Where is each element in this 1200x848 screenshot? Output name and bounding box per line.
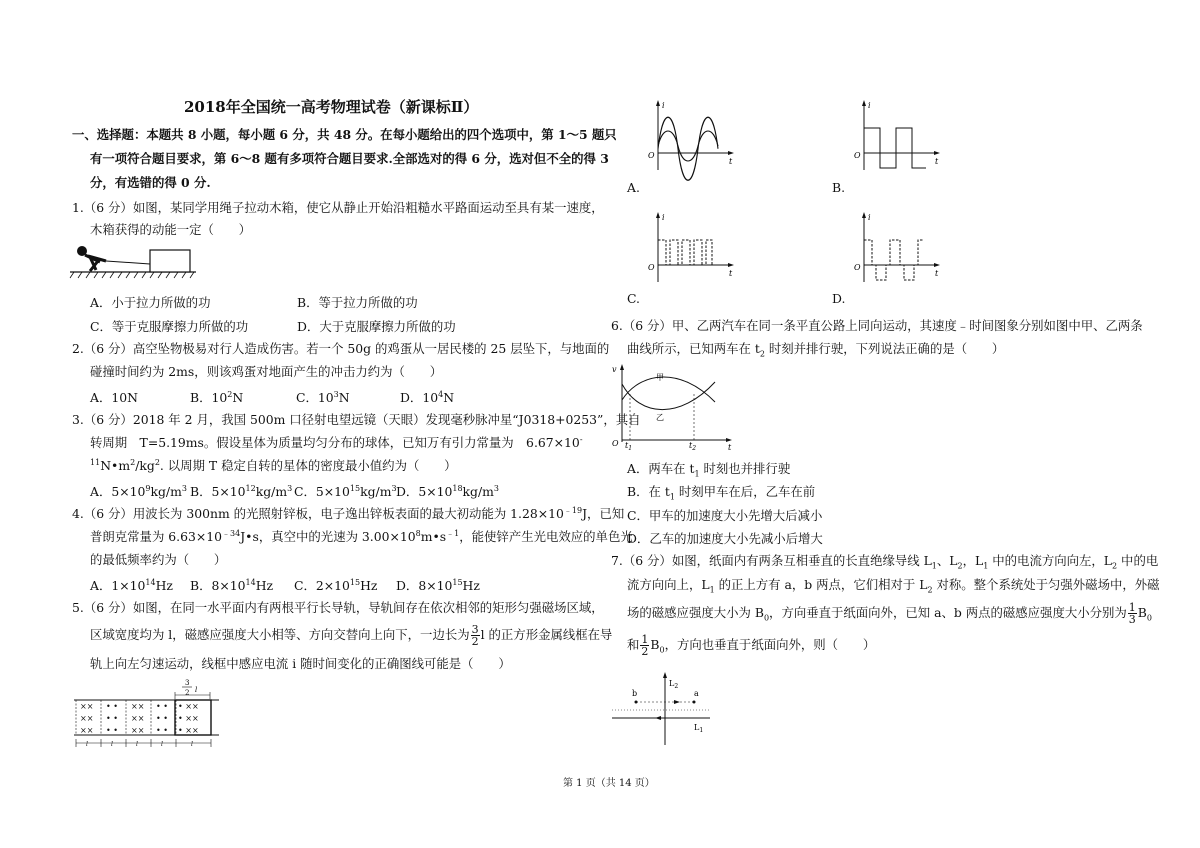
q2-option-c: C．$10^3N$ [296,389,350,405]
svg-text:• •: • • [106,726,118,735]
q4-stem-line3: 的最低频率约为（ ） [90,552,227,567]
q5-stem-line1: 5.（6 分）如图，在同一水平面内有两根平行长导轨，导轨间存在依次相邻的矩形匀强磁场区域， [72,600,604,615]
svg-text:• ××: • ×× [178,714,199,723]
origin-label: O [854,151,861,160]
svg-text:××: ×× [131,726,145,735]
q2-stem-line2: 碰撞时间约为 2ms，则该鸡蛋对地面产生的冲击力约为（ ） [90,364,443,379]
q5-option-c-graph [646,210,736,285]
svg-text:××: ×× [131,702,145,711]
wire-label-L1: $L_1$ [694,723,704,734]
svg-text:××: ×× [80,726,94,735]
q1-option-a: A．小于拉力所做的功 [90,295,211,310]
svg-text:• •: • • [106,714,118,723]
q6-option-d: D．乙车的加速度大小先减小后增大 [627,531,823,546]
svg-text:l: l [111,741,113,748]
fraction-one-half: $\frac{1}{2}$ [641,633,649,658]
tick-t1: $t_1$ [625,441,633,452]
svg-text:l: l [86,741,88,748]
q2-option-d: D．$10^4N$ [400,389,455,405]
q4-stem-line1: 4.（6 分）用波长为 300nm 的光照射锌板，电子逸出锌板表面的最大初动能为 $1.28\times 10^{﹣19}J$，已知 [72,505,625,521]
q1-option-d: D．大于克服摩擦力所做的功 [297,319,456,334]
svg-text:• ××: • ×× [178,726,199,735]
fraction-three-halves: $\frac{3}{2}$ [471,623,479,648]
section-header-line3: 分，有选错的得 0 分. [90,175,211,190]
q1-stem-line1: 1.（6 分）如图，某同学用绳子拉动木箱，使它从静止开始沿粗糙水平路面运动至具有某一速度， [72,200,604,215]
q5-stem-line3: 轨上向左匀速运动，线框中感应电流 i 随时间变化的正确图线可能是（ ） [90,656,511,671]
q6-option-a: A．两车在 $t_1$ 时刻也并排行驶 [627,461,791,479]
q7-stem-line1: 7.（6 分）如图，纸面内有两条互相垂直的长直绝缘导线 $L_1$、$L_2$，$L_1$ 中的电流方向向左，$L_2$ 中的电 [611,553,1159,571]
origin-label: O [648,151,655,160]
q7-stem-line2: 流方向向上，$L_1$ 的正上方有 a，b 两点，它们相对于 $L_2$ 对称。整个系统处于匀强外磁场中，外磁 [627,577,1160,595]
section-header-line2: 有一项符合题目要求，第 6～8 题有多项符合题目要求.全部选对的得 6 分，选对但不全的得 3 [90,151,609,166]
svg-text:• •: • • [156,726,168,735]
q6-option-c: C．甲车的加速度大小先增大后减小 [627,508,823,523]
q3-stem-line3: $^{11}N•m^2/kg^2$. 以周期 T 稳定自转的星体的密度最小值约为（ ） [90,457,457,473]
q3-option-b: B．$5\times 10^{12}kg/m^3$ [190,483,293,499]
fig-frac-num: 3 [185,679,190,687]
q4-option-d: D．$8\times 10^{15}Hz$ [396,577,480,593]
fraction-one-third: $\frac{1}{3}$ [1128,601,1136,626]
axis-label-t: t [935,157,939,166]
point-label-a: a [694,689,699,698]
page-footer: 第 1 页（共 14 页） [563,778,655,789]
svg-text:××: ×× [80,714,94,723]
q5-option-a-label: A. [627,180,640,195]
q5-option-d-graph [852,210,942,285]
q1-figure-person-pulling-box [68,242,203,282]
tick-t2: $t_2$ [689,441,697,452]
section-header-line1: 一、选择题：本题共 8 小题，每小题 6 分，共 48 分。在每小题给出的四个选项中，第 1～5 题只 [72,127,617,142]
fig-frac-den: 2 [185,689,190,697]
q7-perpendicular-wires-figure [610,670,720,750]
q5-option-b-label: B. [832,180,846,195]
axis-label-v: v [612,365,617,374]
q3-option-d: D．$5\times 10^{18}kg/m^3$ [396,483,500,499]
axis-label-t: t [729,157,733,166]
q3-option-a: A．$5\times 10^9kg/m^3$ [90,483,187,499]
q3-stem-line1: 3.（6 分）2018 年 2 月，我国 500m 口径射电望远镜（天眼）发现毫秒脉冲星“J0318+0253”，其自 [72,412,641,427]
axis-label-t: t [935,269,939,278]
q4-option-a: A．$1\times 10^{14}Hz$ [90,577,173,593]
q5-option-c-label: C. [627,291,640,306]
origin-label: O [612,439,619,448]
q4-stem-line2: 普朗克常量为 $6.63\times 10^{﹣34}J•s$，真空中的光速为 $3.00\times 10^8m•s^{﹣1}$，能使锌产生光电效应的单色光 [90,528,633,544]
axis-label-t: t [728,443,732,452]
q1-option-c: C．等于克服摩擦力所做的功 [90,319,249,334]
q2-option-a: A．10N [90,390,138,405]
axis-label-i: i [868,101,871,110]
svg-text:• •: • • [156,702,168,711]
q5-option-d-label: D. [832,291,846,306]
q4-option-b: B．$8\times 10^{14}Hz$ [190,577,274,593]
axis-label-t: t [729,269,733,278]
axis-label-i: i [868,213,871,222]
q5-option-b-graph [852,98,942,173]
q7-stem-line3: 场的磁感应强度大小为 $B_0$，方向垂直于纸面向外，已知 a、b 两点的磁感应强度大小分别为 $\frac{1}{3}$ $B_0$ [627,601,1152,626]
svg-text:××: ×× [131,714,145,723]
q5-option-a-graph [646,98,736,173]
curve-label-yi: 乙 [656,413,664,422]
q3-option-c: C．$5\times 10^{15}kg/m^3$ [294,483,397,499]
q6-stem-line2: 曲线所示，已知两车在 $t_2$ 时刻并排行驶，下列说法正确的是（ ） [627,341,1005,359]
q6-option-b: B．在 $t_1$ 时刻甲车在后，乙车在前 [627,484,816,502]
q6-stem-line1: 6.（6 分）甲、乙两汽车在同一条平直公路上同向运动，其速度﹣时间图象分别如图中甲、乙两条 [611,318,1143,333]
axis-label-i: i [662,101,665,110]
q1-option-b: B．等于拉力所做的功 [297,295,418,310]
curve-label-jia: 甲 [656,373,664,382]
page-title: 2018年全国统一高考物理试卷（新课标Ⅱ） [184,98,479,116]
q5-figure-magnetic-field-regions [74,675,222,750]
point-label-b: b [632,689,638,698]
svg-text:• •: • • [156,714,168,723]
origin-label: O [648,263,655,272]
svg-text:• ××: • ×× [178,702,199,711]
origin-label: O [854,263,861,272]
svg-text:××: ×× [80,702,94,711]
svg-text:l: l [136,741,138,748]
q5-stem-line2: 区域宽度均为 l，磁感应强度大小相等、方向交替向上向下，一边长为 $\frac{3}{2}$ l 的正方形金属线框在导 [90,623,613,648]
svg-text:• •: • • [106,702,118,711]
wire-label-L2: $L_2$ [669,679,679,690]
q1-stem-line2: 木箱获得的动能一定（ ） [90,222,252,237]
svg-text:l: l [191,741,193,748]
fig-length-l: l [195,686,198,694]
q4-option-c: C．$2\times 10^{15}Hz$ [294,577,378,593]
q2-stem-line1: 2.（6 分）高空坠物极易对行人造成伤害。若一个 50g 的鸡蛋从一居民楼的 25 层坠下，与地面的 [72,341,610,356]
axis-label-i: i [662,213,665,222]
q7-stem-line4: 和 $\frac{1}{2}$ $B_0$，方向也垂直于纸面向外，则（ ） [627,633,876,658]
svg-text:l: l [161,741,163,748]
q3-stem-line2: 转周期 T=5.19ms。假设星体为质量均匀分布的球体，已知万有引力常量为 6.67×10- [90,434,583,450]
q6-velocity-time-graph [610,362,740,452]
q2-option-b: B．$10^2N$ [190,389,244,405]
